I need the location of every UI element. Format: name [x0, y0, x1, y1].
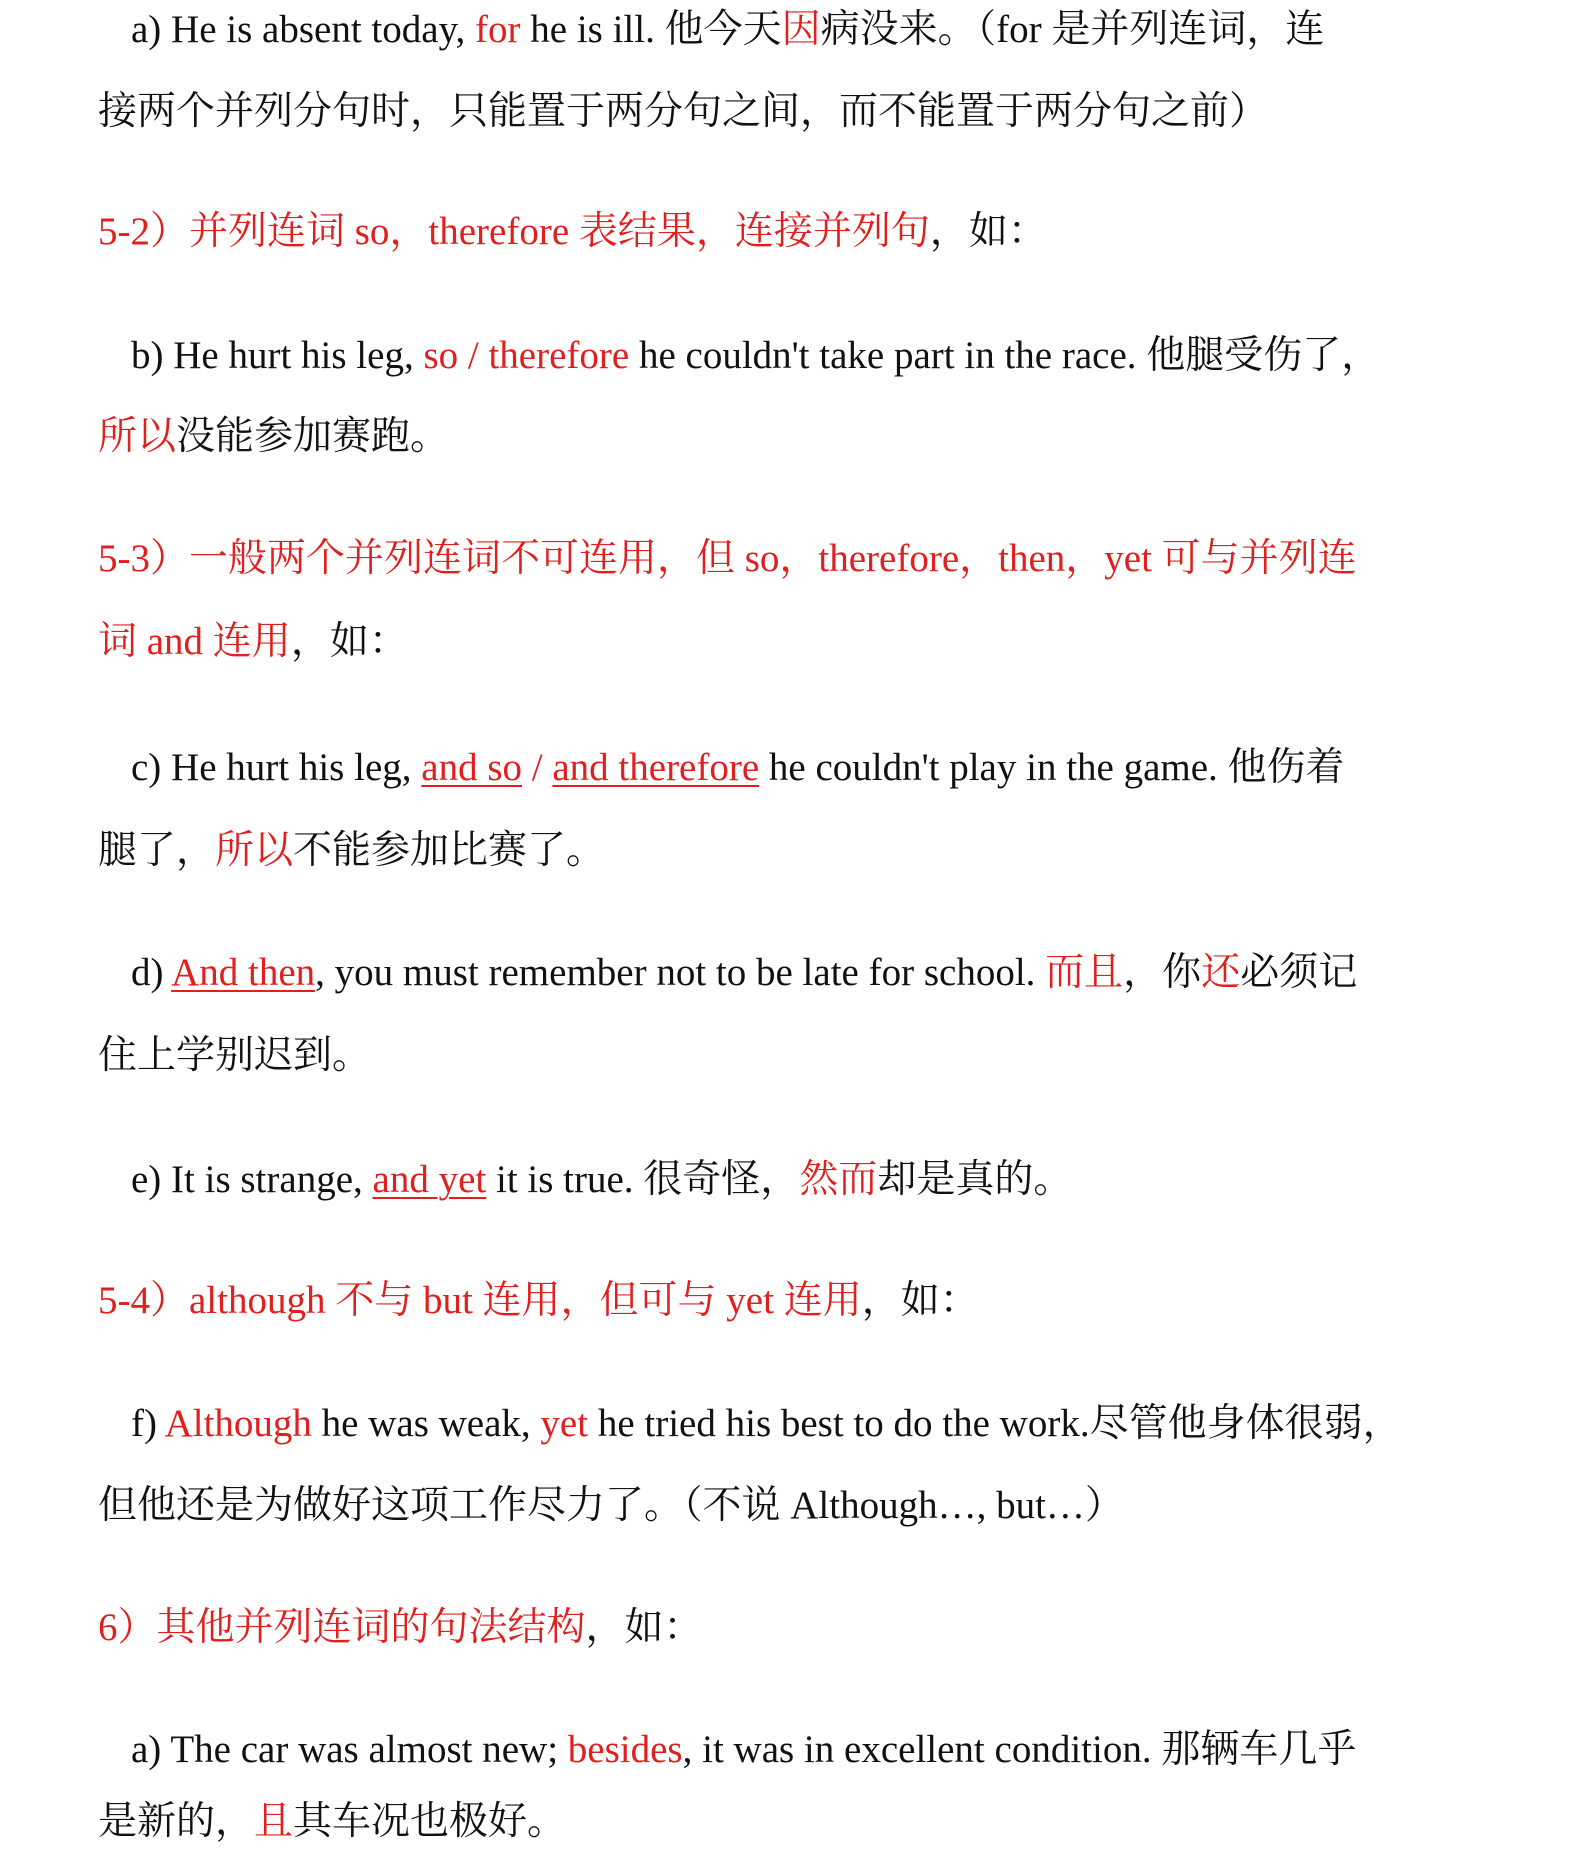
text: ，如：	[290, 620, 408, 663]
example-f-line2	[98, 1481, 1124, 1531]
text: 病没来。（for 是并列连词，连	[820, 8, 1325, 51]
highlight: besides	[567, 1728, 683, 1771]
example-d-line2	[98, 1031, 371, 1081]
text: e) It is strange,	[131, 1158, 373, 1201]
highlight: /	[522, 746, 553, 789]
text: c) He hurt his leg,	[131, 746, 422, 789]
text: he couldn't take part in the race. 他腿受伤了，	[629, 334, 1381, 377]
heading-5-3-line1	[98, 534, 1357, 584]
text: 不能参加比赛了。	[293, 829, 606, 872]
text: d)	[131, 951, 172, 994]
highlight-underlined: and therefore	[552, 746, 760, 789]
text: 但他还是为做好这项工作尽力了。（不说 Although…, but…）	[98, 1484, 1124, 1527]
text: , it was in excellent condition. 那辆车几乎	[682, 1728, 1357, 1771]
highlight: 所以	[215, 829, 294, 872]
text: 必须记	[1240, 951, 1358, 994]
text: 是新的，	[98, 1800, 255, 1843]
text: ，如：	[585, 1606, 703, 1649]
highlight: 因	[781, 8, 821, 51]
heading-5-2	[98, 207, 1047, 257]
example-a1-line2	[98, 87, 1268, 137]
text: b) He hurt his leg,	[131, 334, 424, 377]
text: he couldn't play in the game. 他伤着	[759, 746, 1345, 789]
text: ，你	[1123, 951, 1202, 994]
text: 其车况也极好。	[293, 1800, 567, 1843]
text: he was weak,	[311, 1402, 541, 1445]
highlight: for	[475, 8, 521, 51]
example-a2-line1	[131, 1725, 1356, 1775]
text: , you must remember not to be late for school.	[315, 951, 1046, 994]
heading-text: 5-2）并列连词 so，therefore 表结果，连接并列句	[98, 210, 930, 253]
heading-text: 6）其他并列连词的句法结构	[98, 1606, 586, 1649]
heading-text: 5-4）although 不与 but 连用，但可与 yet 连用	[98, 1279, 862, 1322]
highlight: 且	[254, 1800, 294, 1843]
heading-text: 5-3）一般两个并列连词不可连用，但 so，therefore，then，yet 可与并列连	[98, 537, 1357, 580]
highlight-underlined: and so	[421, 746, 523, 789]
highlight: 而且	[1045, 951, 1124, 994]
example-c-line1	[131, 743, 1345, 793]
example-e	[131, 1155, 1072, 1205]
highlight-underlined: And then	[171, 951, 316, 994]
example-c-line2	[98, 826, 605, 876]
example-b-line1	[131, 331, 1380, 381]
text: 住上学别迟到。	[98, 1034, 372, 1077]
highlight: 所以	[98, 415, 177, 458]
text: ，如：	[861, 1279, 979, 1322]
text: a) He is absent today,	[131, 8, 476, 51]
example-f-line1	[131, 1399, 1402, 1449]
text: a) The car was almost new;	[131, 1728, 568, 1771]
example-d-line1	[131, 948, 1357, 998]
example-b-line2	[98, 412, 449, 462]
text: ，如：	[929, 210, 1047, 253]
text: f)	[131, 1402, 165, 1445]
text: 腿了，	[98, 829, 216, 872]
text: it is true. 很奇怪，	[486, 1158, 800, 1201]
text: 接两个并列分句时，只能置于两分句之间，而不能置于两分句之前）	[98, 90, 1269, 133]
heading-5-4	[98, 1276, 979, 1326]
heading-6	[98, 1603, 703, 1653]
highlight-underlined: and yet	[372, 1158, 487, 1201]
highlight: 还	[1201, 951, 1241, 994]
text: he is ill. 他今天	[520, 8, 782, 51]
highlight: yet	[540, 1402, 589, 1445]
highlight: 然而	[799, 1158, 878, 1201]
example-a1-line1	[131, 5, 1324, 55]
text: he tried his best to do the work.尽管他身体很弱，	[588, 1402, 1402, 1445]
highlight: Although	[164, 1402, 312, 1445]
text: 却是真的。	[877, 1158, 1073, 1201]
text: 没能参加赛跑。	[176, 415, 450, 458]
heading-5-3-line2	[98, 617, 408, 667]
example-a2-line2	[98, 1797, 566, 1847]
heading-text: 词 and 连用	[98, 620, 291, 663]
highlight: so / therefore	[423, 334, 630, 377]
